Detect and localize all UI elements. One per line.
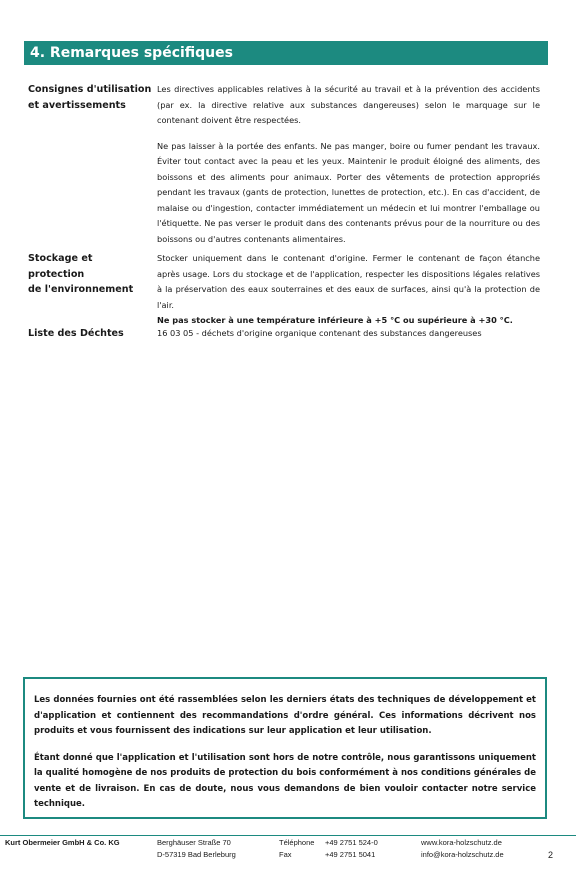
storage-temperature-note: Ne pas stocker à une température inférieure à +5 °C ou supérieure à +30 °C. (157, 315, 513, 325)
paragraph: Ne pas laisser à la portée des enfants. Ne pas manger, boire ou fumer pendant les travaux. Éviter tout contact avec la peau et les yeux. Maintenir le produit éloigné des aliments, des boissons et des aliments pour animaux. Porter des vêtements de protection appropriés pendant les travaux (gants de protection, lunettes de protection, etc.). En cas d'accident, de malaise ou d'ingestion, contacter immédiatement un médecin et lui montrer l'emballage ou l'étiquette. Ne pas verser le produit dans des contenants prévus pour de la nourriture ou des boissons ou d'autres contenants alimentaires. (157, 140, 540, 244)
footer-contact-numbers (325, 837, 378, 861)
footer-phone: +49 2751 524-0 (325, 838, 378, 847)
row-content (157, 82, 540, 247)
footer-fax: +49 2751 5041 (325, 850, 376, 859)
footer-address: Berghäuser Straße 70 D-57319 Bad Berleburg (157, 838, 236, 859)
page-number: 2 (548, 850, 554, 860)
footer-company: Kurt Obermeier GmbH & Co. KG (5, 838, 120, 847)
row-content (157, 326, 540, 342)
paragraph: Stocker uniquement dans le contenant d'origine. Fermer le contenant de façon étanche après usage. Lors du stockage et de l'application, respecter les dispositions légales relatives à la préservation des eaux souterraines et des eaux de surfaces, ainsi qu'à la protection de l'air. (157, 253, 540, 310)
disclaimer-paragraph: Les données fournies ont été rassemblées selon les derniers états des techniques de développement et d'application et contiennent des recommandations d'ordre général. Ces informations décrivent nos produits et vous fournissent des indications sur leur application et leur utilisation. (34, 695, 536, 736)
row-content (157, 251, 540, 329)
footer-contact-labels: Téléphone Fax (279, 838, 315, 859)
footer-website-link[interactable]: www.kora-holzschutz.de (421, 838, 502, 847)
section-title: 4. Remarques spécifiques (30, 45, 233, 61)
row-label: Liste des Déchtes (28, 328, 124, 339)
disclaimer-paragraph: Étant donné que l'application et l'utilisation sont hors de notre contrôle, nous garantissons uniquement la qualité homogène de nos produits de protection du bois conformément à nos conditions générales de vente et de livraison. En cas de doute, nous vous demandons de bien vouloir contacter notre service technique. (34, 752, 536, 809)
footer-divider (0, 835, 576, 836)
section-header (24, 41, 548, 65)
footer-email-link[interactable]: info@kora-holzschutz.de (421, 850, 504, 859)
row-label: Consignes d'utilisation et avertissements (28, 84, 152, 111)
paragraph: 16 03 05 - déchets d'origine organique contenant des substances dangereuses (157, 328, 482, 338)
row-label: Stockage et protection de l'environnement (28, 253, 134, 295)
paragraph: Les directives applicables relatives à la sécurité au travail et à la prévention des accidents (par ex. la directive relative aux substances dangereuses) selon le marquage sur le contenant doivent être respectées. (157, 84, 540, 125)
disclaimer-box (23, 677, 547, 819)
footer-web (421, 837, 504, 861)
